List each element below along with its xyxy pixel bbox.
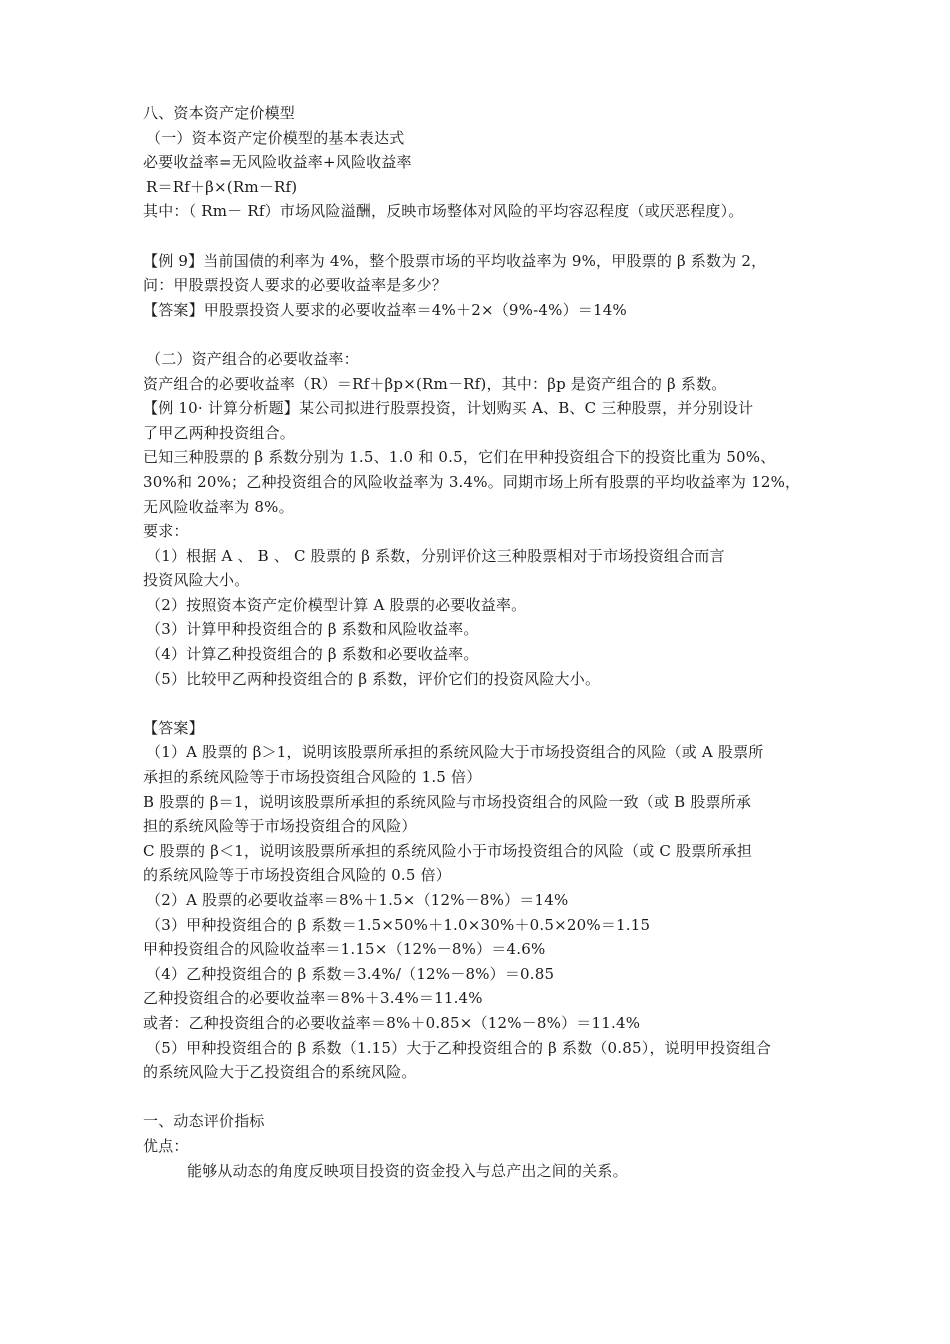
answer-label: 【答案】 — [143, 718, 204, 737]
example-10-text-line: 30%和 20%；乙种投资组合的风险收益率为 3.4%。同期市场上所有股票的平均收益率为 12%， — [143, 472, 801, 491]
spacer — [143, 224, 813, 249]
formula-note: 其中：（ Rm－ Rf）市场风险溢酬，反映市场整体对风险的平均容忍程度（或厌恶程度）。 — [143, 202, 744, 221]
example-10-text-line: 无风险收益率为 8%。 — [143, 497, 294, 516]
example-10-text-line: 了甲乙两种投资组合。 — [143, 423, 296, 442]
portfolio-formula: 资产组合的必要收益率（R）＝Rf＋βp×(Rm－Rf)，其中：βp 是资产组合的 β 系数。 — [143, 374, 727, 393]
pros-label: 优点： — [143, 1136, 189, 1155]
requirement-item: （4）计算乙种投资组合的 β 系数和必要收益率。 — [146, 645, 479, 664]
subsection-heading: （二）资产组合的必要收益率： — [146, 349, 359, 368]
example-9-answer: 【答案】甲股票投资人要求的必要收益率＝4%＋2×（9%-4%）＝14% — [143, 300, 627, 319]
answer-line: （3）甲种投资组合的 β 系数＝1.5×50%＋1.0×30%＋0.5×20%＝1.15 — [146, 915, 651, 934]
requirement-item: （3）计算甲种投资组合的 β 系数和风险收益率。 — [146, 620, 479, 639]
document-body — [143, 101, 813, 1183]
requirements-label: 要求： — [143, 522, 189, 541]
answer-line: （1）A 股票的 β＞1，说明该股票所承担的系统风险大于市场投资组合的风险（或 A 股票所 — [146, 743, 764, 762]
answer-line: 承担的系统风险等于市场投资组合风险的 1.5 倍） — [143, 768, 482, 787]
answer-line: （4）乙种投资组合的 β 系数＝3.4%/（12%－8%）＝0.85 — [146, 964, 555, 983]
answer-line: 的系统风险大于乙投资组合的系统风险。 — [143, 1063, 417, 1082]
spacer — [143, 1085, 813, 1110]
answer-line: 的系统风险等于市场投资组合风险的 0.5 倍） — [143, 866, 451, 885]
answer-line: 乙种投资组合的必要收益率＝8%＋3.4%＝11.4% — [143, 989, 483, 1008]
answer-line: B 股票的 β＝1，说明该股票所承担的系统风险与市场投资组合的风险一致（或 B 股票所承 — [143, 792, 752, 811]
pros-text: 能够从动态的角度反映项目投资的资金投入与总产出之间的关系。 — [187, 1161, 628, 1180]
answer-line: （5）甲种投资组合的 β 系数（1.15）大于乙种投资组合的 β 系数（0.85），说明甲投资组合 — [146, 1038, 772, 1057]
formula-text: 必要收益率=无风险收益率+风险收益率 — [143, 153, 412, 172]
example-9-question-line: 问：甲股票投资人要求的必要收益率是多少？ — [143, 276, 448, 295]
example-10-text-line: 【例 10· 计算分析题】某公司拟进行股票投资，计划购买 A、B、C 三种股票，并分别设计 — [143, 399, 754, 418]
answer-line: 甲种投资组合的风险收益率＝1.15×（12%－8%）＝4.6% — [143, 940, 546, 959]
spacer — [143, 691, 813, 716]
requirement-item: （5）比较甲乙两种投资组合的 β 系数，评价它们的投资风险大小。 — [146, 669, 601, 688]
answer-line: 或者：乙种投资组合的必要收益率＝8%＋0.85×（12%－8%）＝11.4% — [143, 1013, 641, 1032]
section-heading: 一、动态评价指标 — [143, 1112, 265, 1131]
example-9-question-line: 【例 9】当前国债的利率为 4%，整个股票市场的平均收益率为 9%，甲股票的 β 系数为 2， — [143, 251, 767, 270]
section-heading: 八、资本资产定价模型 — [143, 104, 296, 122]
answer-line: C 股票的 β＜1，说明该股票所承担的系统风险小于市场投资组合的风险（或 C 股票所承担 — [143, 841, 753, 860]
answer-line: （2）A 股票的必要收益率＝8%＋1.5×（12%－8%）＝14% — [146, 891, 569, 909]
spacer — [143, 322, 813, 347]
requirement-item: （2）按照资本资产定价模型计算 A 股票的必要收益率。 — [146, 595, 527, 614]
formula: R＝Rf＋β×(Rm－Rf) — [146, 177, 298, 196]
example-10-text-line: 已知三种股票的 β 系数分别为 1.5、1.0 和 0.5，它们在甲种投资组合下的投资比重为 50%、 — [143, 448, 776, 467]
requirement-item: 投资风险大小。 — [143, 571, 250, 590]
answer-line: 担的系统风险等于市场投资组合的风险） — [143, 817, 417, 836]
requirement-item: （1）根据 A 、 B 、 C 股票的 β 系数，分别评价这三种股票相对于市场投资组合而言 — [146, 546, 725, 565]
subsection-heading: （一）资本资产定价模型的基本表达式 — [146, 128, 405, 147]
